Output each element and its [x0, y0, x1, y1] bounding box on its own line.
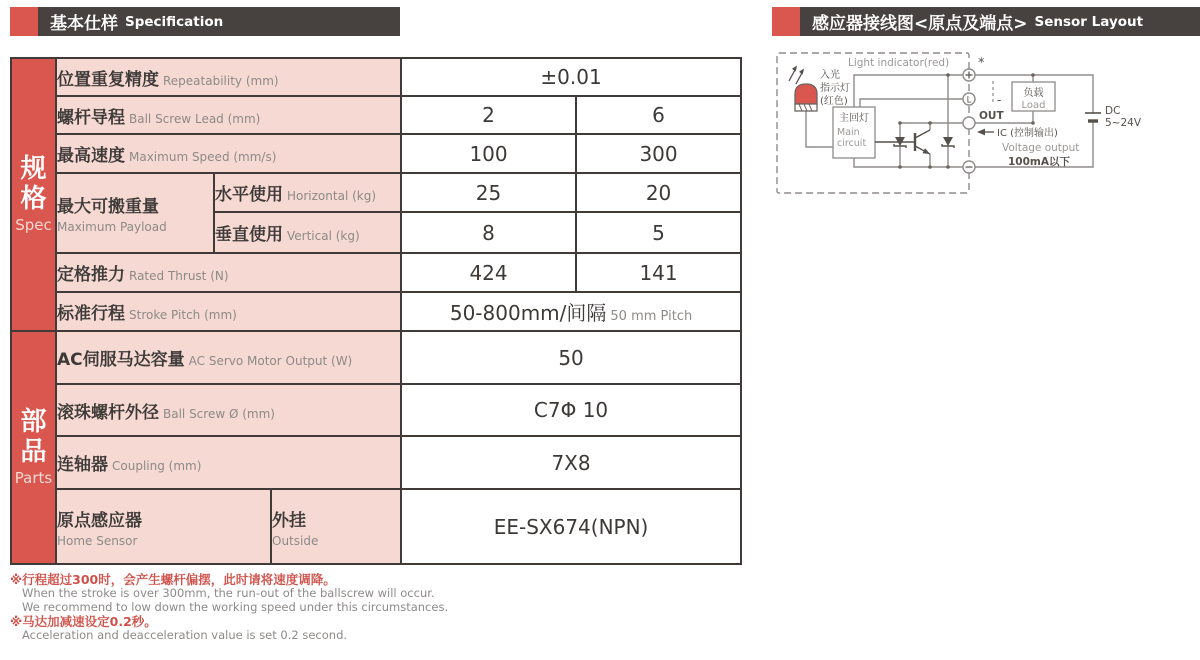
table-row	[11, 436, 741, 489]
section-label-spec	[11, 58, 56, 331]
table-row	[11, 134, 741, 173]
value-speed-1: 100	[401, 134, 576, 173]
table-row	[11, 58, 741, 96]
ic-arrow-icon	[977, 129, 994, 136]
row-label-coupling: 连轴器 Coupling (mm)	[56, 436, 401, 489]
row-label-ball-screw-od: 滚珠螺杆外径 Ball Screw Ø (mm)	[56, 384, 401, 436]
note-stroke-warning-en2: We recommend to low down the working speed under this circumstances.	[22, 599, 449, 614]
row-label-rated-thrust: 定格推力 Rated Thrust (N)	[56, 253, 401, 292]
light-rays-icon	[789, 66, 804, 85]
led-icon	[795, 84, 817, 111]
table-row	[11, 173, 741, 212]
ic-label: IC (控制输出)	[997, 128, 1058, 139]
note-accel-en: Acceleration and deacceleration value is set 0.2 second.	[22, 628, 348, 642]
light-indicator-en-label: Light indicator(red)	[848, 57, 950, 69]
note-accel-zh: ※马达加减速设定0.2秒。	[10, 614, 157, 629]
row-label-vertical: 垂直使用 Vertical (kg)	[214, 212, 401, 253]
section-parts-en: Parts	[14, 469, 53, 488]
current-limit-label: 100mA以下	[1008, 156, 1070, 168]
value-home-sensor: EE-SX674(NPN)	[401, 489, 741, 564]
terminal-l-label: L	[966, 95, 972, 106]
value-vertical-1: 8	[401, 212, 576, 253]
row-label-ball-screw-lead: 螺杆导程 Ball Screw Lead (mm)	[56, 96, 401, 134]
table-row	[11, 253, 741, 292]
note-stroke-warning-en1: When the stroke is over 300mm, the run-out of the ballscrew will occur.	[22, 586, 435, 600]
row-label-stroke-pitch: 标准行程 Stroke Pitch (mm)	[56, 292, 401, 331]
table-row	[11, 489, 741, 564]
value-speed-2: 300	[576, 134, 741, 173]
table-row	[11, 292, 741, 331]
section-spec-zh: 规格	[20, 153, 47, 214]
table-row	[11, 96, 741, 134]
sensor-wiring-diagram	[775, 50, 1200, 200]
value-horizontal-2: 20	[576, 173, 741, 212]
section-spec-en: Spec	[15, 216, 52, 235]
row-label-max-speed: 最高速度 Maximum Speed (mm/s)	[56, 134, 401, 173]
note-stroke-warning-zh: ※行程超过300时，会产生螺杆偏摆，此时请将速度调降。	[10, 572, 336, 587]
row-label-outside: 外挂 Outside	[271, 489, 401, 564]
spec-header-title-zh: 基本仕样	[50, 14, 118, 34]
value-lead-2: 6	[576, 96, 741, 134]
spec-header-title-en: Specification	[125, 13, 224, 30]
table-row	[11, 331, 741, 384]
voltage-output-label: Voltage output	[1002, 142, 1080, 154]
out-label: OUT	[979, 110, 1004, 122]
indicator-label-line3: (红色)	[820, 96, 848, 107]
row-label-repeatability: 位置重复精度 Repeatability (mm)	[56, 58, 401, 96]
zener-diode-icon	[942, 137, 954, 148]
value-horizontal-1: 25	[401, 173, 576, 212]
dc-range-label: 5~24V	[1105, 117, 1142, 129]
l-minus-label: -	[997, 93, 1002, 107]
load-zh-label: 负载	[1023, 88, 1044, 99]
value-vertical-2: 5	[576, 212, 741, 253]
transistor-icon	[875, 130, 930, 154]
section-parts-zh: 部品	[20, 406, 47, 467]
sensor-header-title-zh: 感应器接线图<原点及端点>	[812, 14, 1028, 34]
value-coupling: 7X8	[401, 436, 741, 489]
sensor-layout-header	[772, 7, 1200, 36]
row-label-servo-output: AC伺服马达容量 AC Servo Motor Output (W)	[56, 331, 401, 384]
value-servo-output: 50	[401, 331, 741, 384]
row-label-home-sensor: 原点感应器 Home Sensor	[56, 489, 271, 564]
value-ball-screw-od: C7Φ 10	[401, 384, 741, 436]
row-label-max-payload: 最大可搬重量 Maximum Payload	[56, 173, 214, 253]
value-thrust-2: 141	[576, 253, 741, 292]
red-accent-square	[772, 7, 800, 36]
value-stroke: 50-800mm/间隔 50 mm Pitch	[401, 292, 741, 331]
value-thrust-1: 424	[401, 253, 576, 292]
value-repeatability: ±0.01	[401, 58, 741, 96]
indicator-label-line2: 指示灯	[820, 83, 850, 94]
indicator-label-line1: 入光	[820, 70, 840, 81]
battery-icon	[1085, 113, 1101, 121]
main-circuit-en-label-1: Main	[837, 127, 860, 138]
terminal-out-icon	[963, 117, 975, 129]
main-circuit-zh-label: 主回灯	[839, 113, 869, 124]
load-en-label: Load	[1021, 100, 1046, 111]
sensor-header-title-en: Sensor Layout	[1034, 13, 1144, 30]
footnotes	[10, 572, 570, 643]
table-row	[11, 384, 741, 436]
red-accent-square	[10, 7, 38, 36]
spec-section-header	[10, 7, 400, 36]
terminal-star: *	[978, 56, 985, 71]
dc-label: DC	[1105, 105, 1121, 117]
value-lead-1: 2	[401, 96, 576, 134]
specification-table	[10, 57, 742, 565]
section-label-parts	[11, 331, 56, 564]
row-label-horizontal: 水平使用 Horizontal (kg)	[214, 173, 401, 212]
main-circuit-en-label-2: circuit	[837, 138, 867, 149]
